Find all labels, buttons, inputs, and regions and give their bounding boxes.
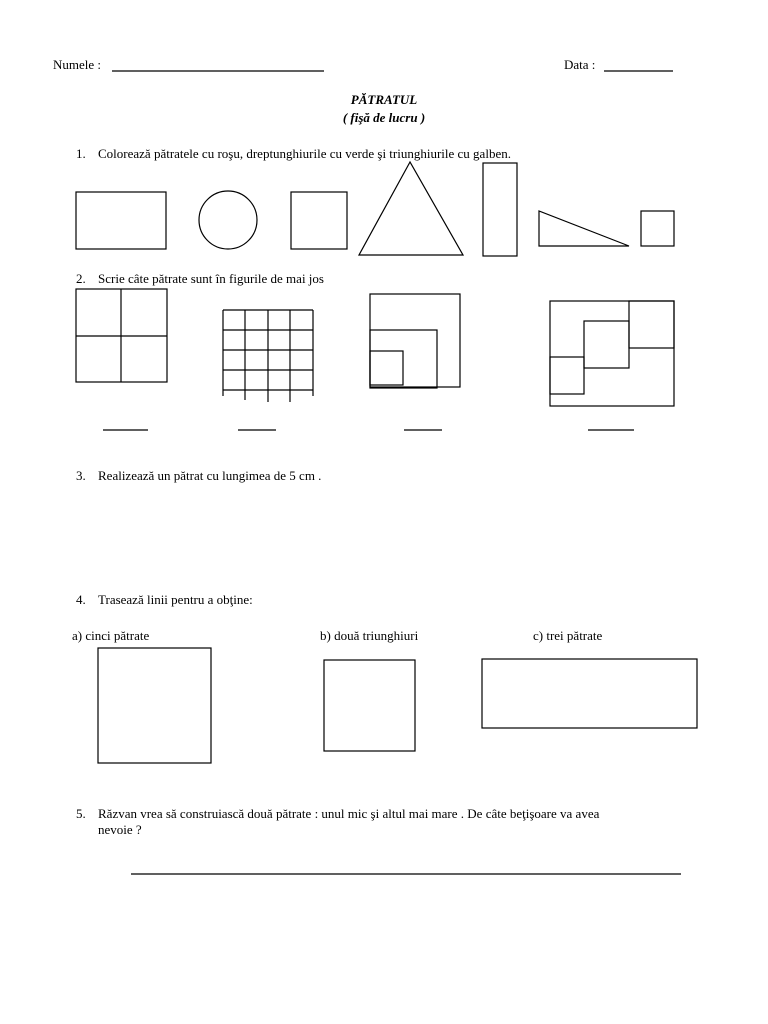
exercise-5-text-line1: Răzvan vrea să construiască două pătrate : unul mic şi altul mai mare . De câte beţişoare va avea — [98, 806, 600, 821]
exercise-1-number: 1. — [76, 146, 86, 161]
page-title: PĂTRATUL — [350, 92, 418, 107]
ex1-rectangle — [76, 192, 166, 249]
exercise-4-number: 4. — [76, 592, 86, 607]
ex2-figure-3 — [370, 294, 460, 388]
exercise-2-text: Scrie câte pătrate sunt în figurile de mai jos — [98, 271, 324, 286]
date-label: Data : — [564, 57, 596, 72]
ex1-small-square — [641, 211, 674, 246]
exercise-4-text: Trasează linii pentru a obţine: — [98, 592, 253, 607]
ex4-rectangle-c — [482, 659, 697, 728]
ex2-figure-1 — [76, 289, 167, 382]
exercise-4-option-a: a) cinci pătrate — [72, 628, 150, 643]
exercise-3-number: 3. — [76, 468, 86, 483]
exercise-4-option-b: b) două triunghiuri — [320, 628, 419, 643]
exercise-1-text: Colorează pătratele cu roşu, dreptunghiurile cu verde şi triunghiurile cu galben. — [98, 146, 511, 161]
ex1-square — [291, 192, 347, 249]
ex2-figure-2 — [223, 310, 313, 402]
ex4-square-a — [98, 648, 211, 763]
ex2-figure-4 — [550, 301, 674, 406]
exercise-2-number: 2. — [76, 271, 86, 286]
ex1-tall-rectangle — [483, 163, 517, 256]
ex1-right-triangle — [539, 211, 629, 246]
page-subtitle: ( fişă de lucru ) — [342, 110, 426, 125]
exercise-4-option-c: c) trei pătrate — [533, 628, 603, 643]
exercise-5-number: 5. — [76, 806, 86, 821]
ex4-square-b — [324, 660, 415, 751]
ex1-triangle — [359, 162, 463, 255]
exercise-5-text-line2: nevoie ? — [98, 822, 142, 837]
ex1-circle — [199, 191, 257, 249]
name-label: Numele : — [53, 57, 102, 72]
exercise-3-text: Realizează un pătrat cu lungimea de 5 cm . — [98, 468, 322, 483]
